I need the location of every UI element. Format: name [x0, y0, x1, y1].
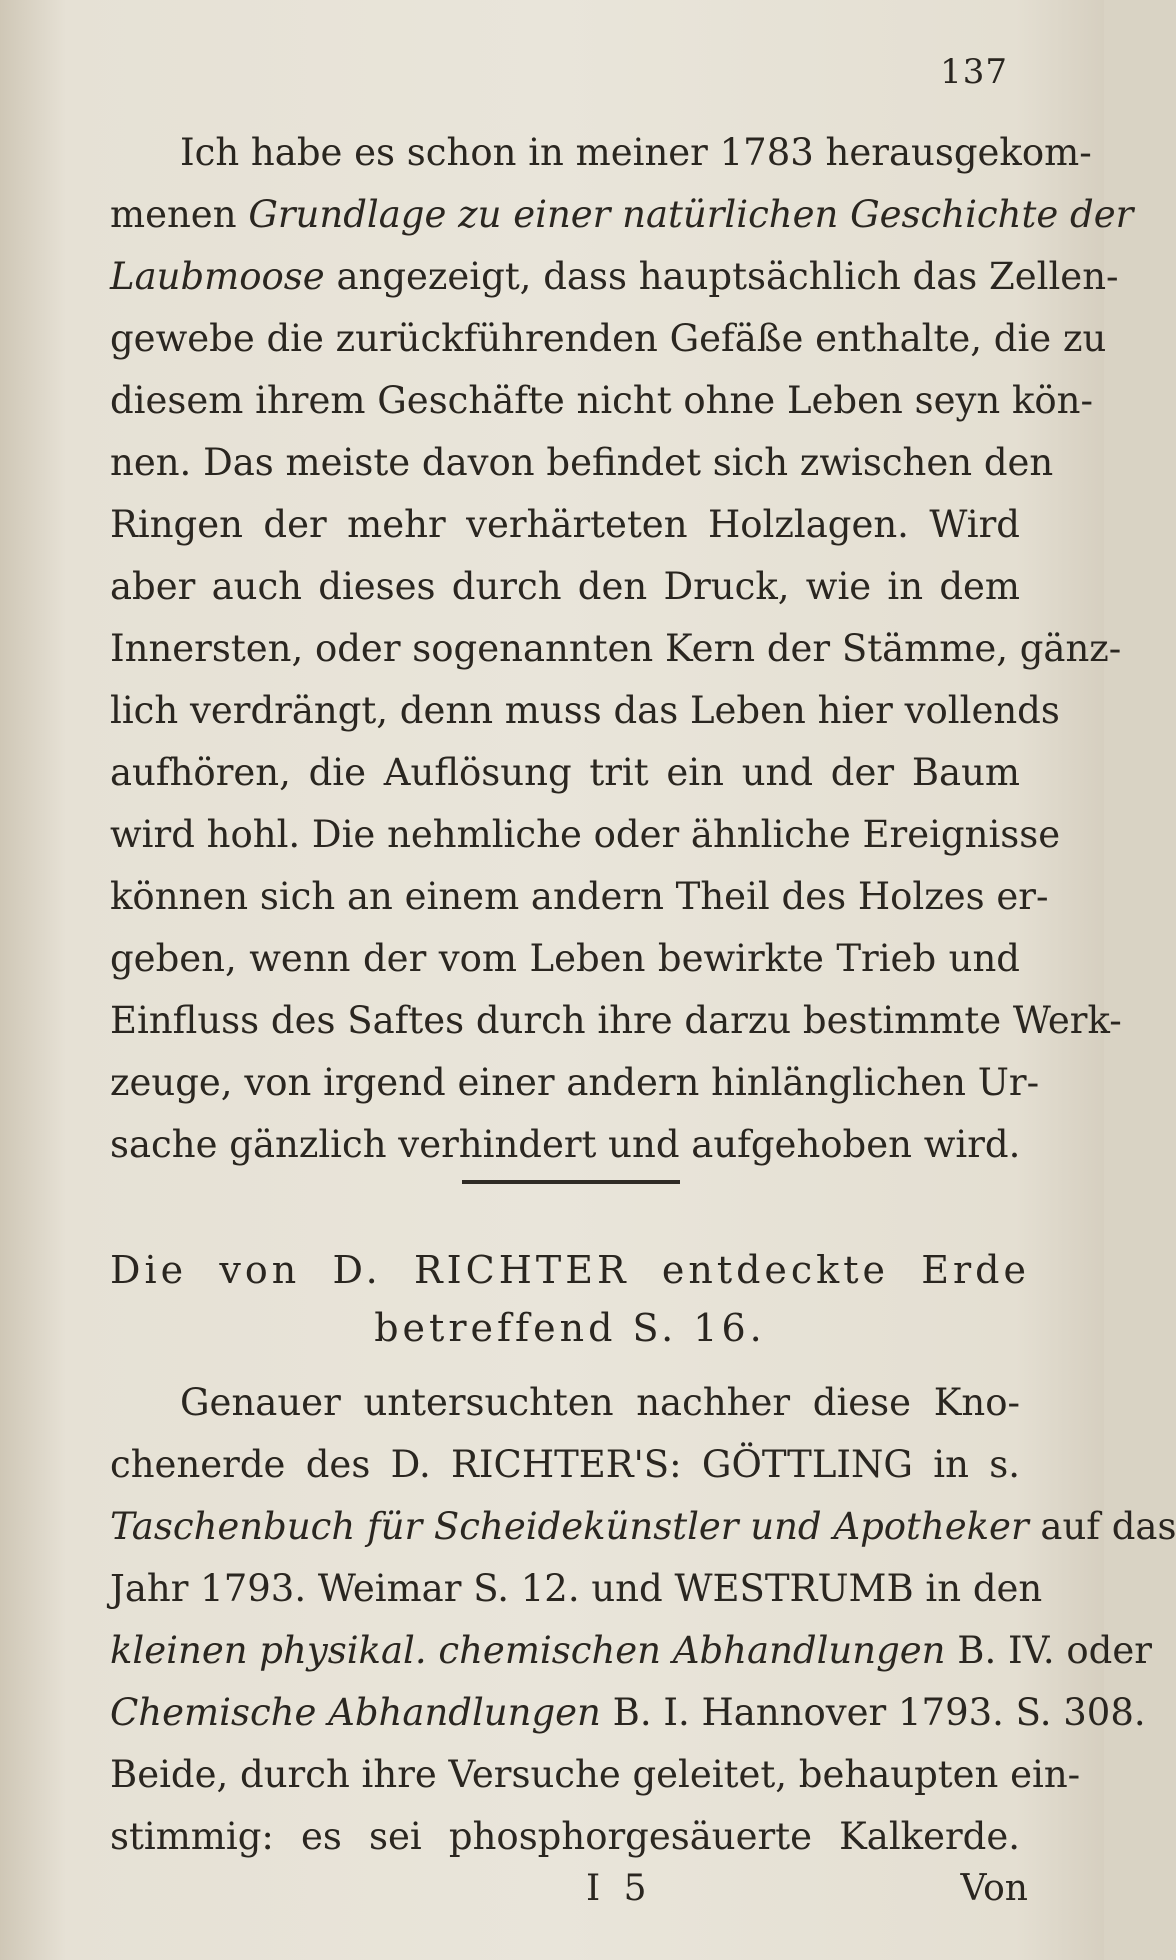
catchword: Von — [960, 1868, 1028, 1909]
text-line — [110, 246, 1119, 308]
text-line — [110, 1682, 1146, 1744]
text-line: Genauer untersuchten nachher diese Kno- — [180, 1381, 1020, 1424]
signature-mark: I 5 — [586, 1868, 653, 1909]
text-line — [110, 1496, 1176, 1558]
section-heading-sub: betreffend S. 16. — [374, 1306, 766, 1350]
text-line: Ich habe es schon in meiner 1783 herausgekom- — [180, 131, 1092, 174]
text-fragment: angezeigt, dass hauptsächlich das Zellen- — [336, 255, 1119, 298]
text-line: Innersten, oder sogenannten Kern der Stämme, gänz- — [110, 627, 1122, 670]
text-fragment: B. IV. oder — [957, 1629, 1152, 1672]
text-line: Beide, durch ihre Versuche geleitet, behaupten ein- — [110, 1753, 1081, 1796]
text-line: stimmig: es sei phosphorgesäuerte Kalkerde. — [110, 1815, 1020, 1858]
text-line: können sich an einem andern Theil des Holzes er- — [110, 875, 1049, 918]
book-title: Taschenbuch für Scheidekünstler und Apotheker — [110, 1505, 1029, 1548]
book-title: kleinen physikal. chemischen Abhandlungen — [110, 1629, 946, 1672]
page-number: 137 — [940, 52, 1008, 92]
text-line: Ringen der mehr verhärteten Holzlagen. Wird — [110, 503, 1020, 546]
text-line: aber auch dieses durch den Druck, wie in dem — [110, 565, 1020, 608]
text-line: sache gänzlich verhindert und aufgehoben wird. — [110, 1123, 1021, 1166]
book-title: Chemische Abhandlungen — [110, 1691, 601, 1734]
text-line: Einfluss des Saftes durch ihre darzu bestimmte Werk- — [110, 999, 1122, 1042]
text-fragment: auf das — [1040, 1505, 1176, 1548]
section-divider — [462, 1180, 680, 1184]
book-title: Laubmoose — [110, 255, 325, 298]
text-line: chenerde des D. RICHTER'S: GÖTTLING in s. — [110, 1443, 1020, 1486]
text-line — [110, 1620, 1152, 1682]
text-line: lich verdrängt, denn muss das Leben hier vollends — [110, 689, 1060, 732]
text-line: diesem ihrem Geschäfte nicht ohne Leben seyn kön- — [110, 379, 1093, 422]
text-line: nen. Das meiste davon befindet sich zwischen den — [110, 441, 1054, 484]
text-line: geben, wenn der vom Leben bewirkte Trieb und — [110, 937, 1020, 980]
text-line — [110, 184, 1134, 246]
text-line: gewebe die zurückführenden Gefäße enthalte, die zu — [110, 317, 1107, 360]
text-line: wird hohl. Die nehmliche oder ähnliche Ereignisse — [110, 813, 1061, 856]
section-heading: Die von D. RICHTER entdeckte Erde — [110, 1248, 1030, 1292]
text-line: aufhören, die Auflösung trit ein und der Baum — [110, 751, 1020, 794]
book-title: Grundlage zu einer natürlichen Geschichte der — [248, 193, 1134, 236]
text-fragment: menen — [110, 193, 237, 236]
text-line: Jahr 1793. Weimar S. 12. und WESTRUMB in den — [110, 1567, 1043, 1610]
text-line: zeuge, von irgend einer andern hinlänglichen Ur- — [110, 1061, 1040, 1104]
text-fragment: B. I. Hannover 1793. S. 308. — [612, 1691, 1146, 1734]
